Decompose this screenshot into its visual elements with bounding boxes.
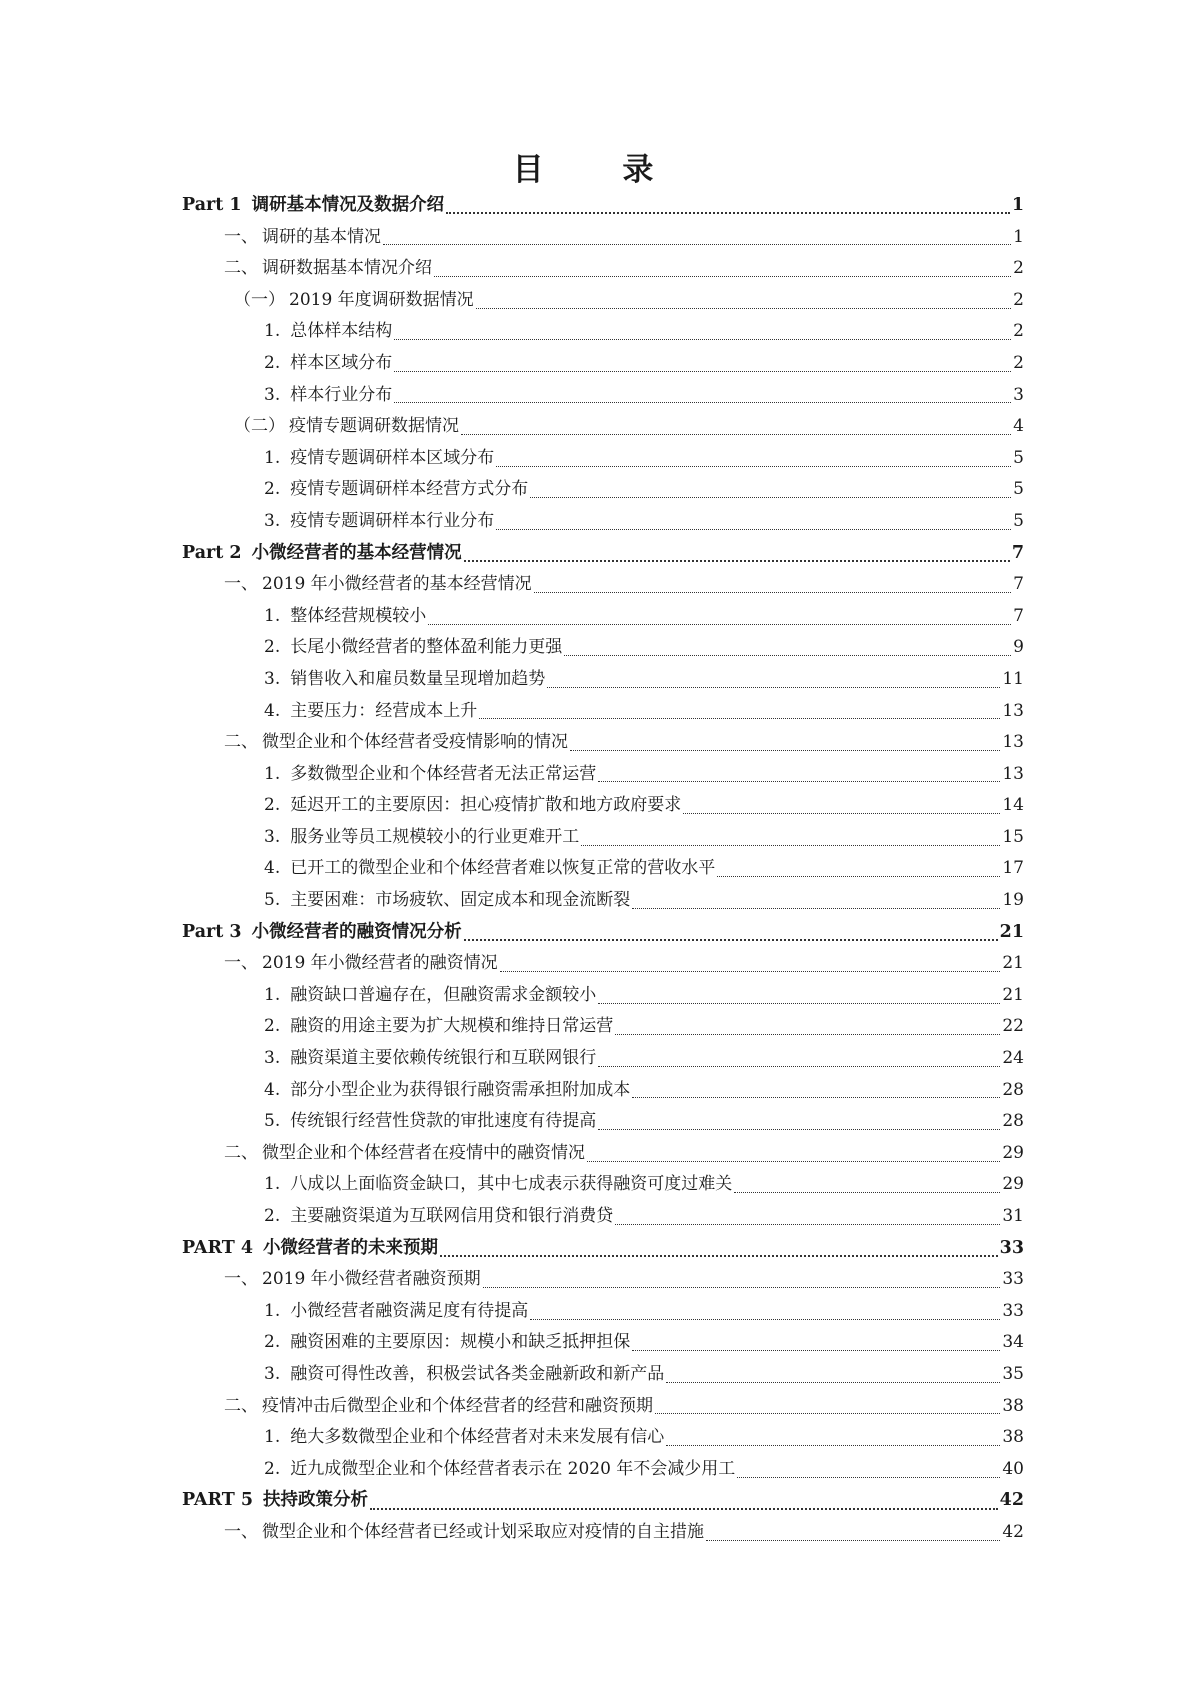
toc-part-entry[interactable] [182,538,1024,570]
toc-entry-title: 销售收入和雇员数量呈现增加趋势 [290,668,546,689]
toc-page-number: 42 [1002,1521,1024,1542]
toc-entry-title: 总体样本结构 [290,321,393,342]
toc-dot-leader [434,275,1011,277]
toc-entry-title: 服务业等员工规模较小的行业更难开工 [290,826,580,847]
toc-entry[interactable] [182,632,1024,664]
toc-entry-number: 2. [264,1458,281,1479]
toc-entry-number: 1. [264,1174,281,1195]
toc-dot-leader [464,938,998,941]
toc-entry-label [264,696,477,728]
toc-entry-number: 2. [264,1206,281,1226]
toc-page-number: 21 [1002,953,1024,974]
toc-dot-leader [737,1476,1000,1478]
toc-entry-label [264,1359,664,1391]
toc-entry-title: 调研基本情况及数据介绍 [251,195,445,215]
toc-page-number: 4 [1013,416,1024,437]
toc-entry-number: 二、 [224,1395,258,1416]
toc-title: 目 录 [512,152,688,188]
toc-entry-number: 4. [264,858,281,879]
toc-entry-label [264,474,528,506]
toc-entry[interactable] [182,316,1024,348]
toc-entry-label [264,380,392,412]
toc-page-number: 13 [1002,700,1024,721]
toc-entry-label [264,443,494,475]
toc-entry-number: 二、 [224,732,258,753]
toc-entry[interactable] [182,285,1024,317]
toc-entry-title: 传统银行经营性贷款的审批速度有待提高 [290,1111,597,1132]
toc-entry[interactable] [182,885,1024,917]
toc-entry-title: 多数微型企业和个体经营者无法正常运营 [290,763,597,784]
toc-entry-label [182,538,462,570]
toc-entry[interactable] [182,443,1024,475]
toc-dot-leader [666,1381,1000,1383]
toc-entry-label [264,1454,735,1486]
toc-entry-title: 调研数据基本情况介绍 [262,258,432,279]
toc-entry-title: 样本区域分布 [290,352,393,373]
toc-entry-label [264,664,545,696]
toc-dot-leader [428,623,1011,625]
toc-dot-leader [500,970,1001,972]
toc-entry-title: 疫情冲击后微型企业和个体经营者的经营和融资预期 [262,1395,653,1416]
toc-entry[interactable] [182,727,1024,759]
toc-entry-label [224,253,432,285]
toc-entry-label [224,1391,653,1423]
toc-entry-title: 近九成微型企业和个体经营者表示在 2020 年不会减少用工 [290,1458,736,1479]
toc-entry-number: 1. [264,605,281,626]
toc-entry[interactable] [182,348,1024,380]
toc-page-number: 3 [1013,384,1024,405]
toc-entry-number: 5. [264,1111,281,1132]
toc-dot-leader [530,496,1011,498]
toc-dot-leader [564,654,1011,656]
toc-entry-label [182,1233,438,1265]
toc-page-number: 7 [1013,605,1024,626]
toc-page-number: 14 [1002,795,1024,816]
toc-entry-title: 小微经营者融资满足度有待提高 [290,1300,529,1321]
toc-entry-label [224,1264,481,1296]
toc-entry[interactable] [182,1043,1024,1075]
toc-entry-number: 1. [264,763,281,784]
toc-entry[interactable] [182,822,1024,854]
toc-entry-label [234,285,474,317]
toc-entry-label [182,190,444,222]
toc-entry-number: 3. [264,826,281,847]
toc-entry-title: 八成以上面临资金缺口，其中七成表示获得融资可度过难关 [290,1174,733,1195]
toc-page-number: 24 [1002,1048,1024,1069]
toc-entry[interactable] [182,790,1024,822]
toc-page-number: 33 [1002,1269,1024,1290]
toc-entry[interactable] [182,253,1024,285]
toc-entry-label [264,759,596,791]
toc-entry-title: 融资的用途主要为扩大规模和维持日常运营 [290,1016,614,1037]
toc-entry-title: 已开工的微型企业和个体经营者难以恢复正常的营收水平 [290,858,716,879]
toc-entry-label [264,1296,528,1328]
toc-entry-number: 1. [264,447,281,468]
toc-entry-number: 一、 [224,574,258,595]
toc-entry-number: 2. [264,1332,281,1353]
toc-entry-number: 2. [264,795,281,816]
toc-entry-number: 2. [264,1016,281,1037]
toc-entry-label [182,917,462,949]
toc-entry-title: 融资困难的主要原因：规模小和缺乏抵押担保 [290,1332,631,1353]
toc-entry-title: 融资可得性改善，积极尝试各类金融新政和新产品 [290,1363,665,1384]
toc-entry-title: 主要压力：经营成本上升 [290,700,478,721]
toc-dot-leader [683,812,1000,814]
toc-entry-label [264,506,494,538]
toc-dot-leader [370,1507,998,1510]
toc-part-entry[interactable] [182,1485,1024,1517]
toc-entry[interactable] [182,948,1024,980]
toc-page-number: 40 [1002,1458,1024,1479]
toc-entry[interactable] [182,1075,1024,1107]
toc-entry-label [264,632,562,664]
toc-entry-number: 3. [264,1048,281,1069]
toc-dot-leader [496,465,1011,467]
toc-dot-leader [615,1223,1000,1225]
toc-entry-number: 一、 [224,226,258,247]
toc-page-number: 29 [1002,1142,1024,1163]
toc-entry-label [264,822,579,854]
toc-entry-title: 2019 年小微经营者的基本经营情况 [262,574,532,595]
toc-entry-label [264,1011,613,1043]
toc-page-number: 38 [1002,1395,1024,1416]
toc-entry[interactable] [182,759,1024,791]
toc-dot-leader [464,559,1010,562]
toc-entry-number: 2. [264,637,281,658]
toc-entry[interactable] [182,1517,1024,1549]
toc-entry[interactable] [182,1359,1024,1391]
toc-dot-leader [598,1128,1000,1130]
toc-page-number: 33 [999,1237,1024,1258]
toc-page-number: 9 [1013,637,1024,658]
toc-entry-number: Part 1 [182,195,242,215]
toc-entry-number: 3. [264,510,281,531]
toc-dot-leader [394,401,1011,403]
toc-page-number: 34 [1002,1332,1024,1353]
toc-dot-leader [598,780,1000,782]
toc-entry-number: 1. [264,1300,281,1321]
toc-page-number: 7 [1013,574,1024,595]
toc-entry-title: 小微经营者的融资情况分析 [251,921,462,942]
toc-entry-number: 4. [264,1079,281,1100]
toc-page-number: 29 [1002,1174,1024,1195]
toc-page-number: 38 [1002,1427,1024,1448]
toc-entry-title: 2019 年度调研数据情况 [289,289,474,310]
toc-entry-number: PART 5 [182,1490,253,1511]
toc-entry-number: 2. [264,352,281,373]
toc-entry-number: 3. [264,668,281,689]
toc-dot-leader [496,528,1011,530]
toc-entry-number: 二、 [224,1142,258,1163]
toc-entry[interactable] [182,1296,1024,1328]
toc-entry[interactable] [182,1264,1024,1296]
toc-entry-number: PART 4 [182,1237,253,1258]
toc-dot-leader [717,875,1000,877]
toc-entry[interactable] [182,601,1024,633]
toc-entry-label [264,1075,630,1107]
toc-entry-label [264,348,392,380]
toc-entry-number: 1. [264,321,281,342]
toc-entry-label [264,790,681,822]
toc-dot-leader [476,307,1012,309]
toc-page-number: 1 [1013,226,1024,247]
toc-dot-leader [632,1096,1000,1098]
toc-entry-label [264,1169,732,1201]
toc-entry-title: 调研的基本情况 [262,226,381,247]
toc-dot-leader [598,1002,1000,1004]
toc-page-number: 13 [1002,732,1024,753]
toc-entry-title: 部分小型企业为获得银行融资需承担附加成本 [290,1079,631,1100]
toc-dot-leader [440,1254,998,1257]
toc-entry[interactable] [182,853,1024,885]
toc-dot-leader [383,243,1011,245]
toc-entry-title: 疫情专题调研样本区域分布 [290,447,495,468]
toc-page-number: 21 [999,921,1024,942]
toc-entry-title: 主要融资渠道为互联网信用贷和银行消费贷 [290,1206,614,1226]
toc-entry-title: 延迟开工的主要原因：担心疫情扩散和地方政府要求 [290,795,682,816]
toc-entry[interactable] [182,1169,1024,1201]
toc-page-number: 42 [999,1490,1024,1511]
toc-entry-number: （二） [234,416,285,437]
toc-entry-number: 一、 [224,1269,258,1290]
toc-entry-number: 二、 [224,258,258,279]
toc-page-number: 5 [1013,479,1024,500]
toc-page-number: 13 [1002,763,1024,784]
toc-dot-leader [570,749,1000,751]
toc-entry[interactable] [182,380,1024,412]
toc-entry-title: 2019 年小微经营者融资预期 [262,1269,481,1290]
toc-dot-leader [581,844,1000,846]
toc-entry-label [264,601,426,633]
toc-entry[interactable] [182,474,1024,506]
toc-entry[interactable] [182,696,1024,728]
toc-dot-leader [534,591,1012,593]
toc-dot-leader [734,1191,1000,1193]
toc-entry-label [224,1517,704,1549]
toc-dot-leader [483,1286,1001,1288]
toc-entry-label [264,853,715,885]
toc-dot-leader [632,907,1000,909]
toc-entry-title: 2019 年小微经营者的融资情况 [262,953,498,974]
toc-entry-label [264,316,392,348]
toc-page-number: 1 [1011,195,1024,215]
toc-page-number: 31 [1002,1206,1024,1226]
toc-entry-number: 2. [264,479,281,500]
toc-entry[interactable] [182,1138,1024,1170]
toc-part-entry[interactable] [182,917,1024,949]
toc-page-number: 2 [1013,352,1024,373]
toc-page-number: 7 [1011,542,1024,563]
toc-dot-leader [655,1412,1000,1414]
toc-entry-title: 疫情专题调研数据情况 [289,416,459,437]
toc-page-number: 2 [1013,258,1024,279]
toc-entry-title: 疫情专题调研样本行业分布 [290,510,495,531]
toc-page-number: 15 [1002,826,1024,847]
toc-page-number: 17 [1002,858,1024,879]
toc-entry-label [224,727,568,759]
toc-dot-leader [632,1349,1000,1351]
toc-entry[interactable] [182,1106,1024,1138]
toc-entry[interactable] [182,1454,1024,1486]
toc-dot-leader [394,338,1011,340]
toc-part-entry[interactable] [182,1233,1024,1265]
toc-entry-number: 3. [264,1363,281,1384]
toc-dot-leader [530,1318,1000,1320]
toc-dot-leader [666,1444,1000,1446]
toc-dot-leader [598,1065,1000,1067]
toc-page-number: 2 [1013,321,1024,342]
toc-entry[interactable] [182,1422,1024,1454]
toc-entry-label [264,1043,596,1075]
toc-entry-title: 长尾小微经营者的整体盈利能力更强 [290,637,563,658]
toc-entry-label [224,569,532,601]
toc-entry[interactable] [182,222,1024,254]
toc-entry-number: 一、 [224,1521,258,1542]
toc-page-number: 19 [1002,890,1024,911]
toc-part-entry[interactable] [182,190,1024,222]
toc-entry-title: 样本行业分布 [290,384,393,405]
toc-entry-label [264,1201,613,1233]
toc-page-number: 21 [1002,984,1024,1005]
toc-entry-title: 微型企业和个体经营者受疫情影响的情况 [262,732,568,753]
toc-entry-title: 小微经营者的未来预期 [263,1237,438,1258]
toc-entry-number: 一、 [224,953,258,974]
toc-entry-title: 融资渠道主要依赖传统银行和互联网银行 [290,1048,597,1069]
toc-page-number: 11 [1002,668,1024,689]
toc-entry-title: 疫情专题调研样本经营方式分布 [290,479,529,500]
toc-entry-label [264,1422,664,1454]
toc-page-number: 28 [1002,1079,1024,1100]
toc-dot-leader [461,433,1011,435]
toc-page-number: 22 [1002,1016,1024,1037]
toc-list [182,190,1024,1549]
toc-entry[interactable] [182,1327,1024,1359]
toc-entry-label [224,1138,585,1170]
toc-entry[interactable] [182,569,1024,601]
toc-page-number: 5 [1013,510,1024,531]
toc-entry[interactable] [182,1391,1024,1423]
toc-dot-leader [479,717,1000,719]
toc-entry-number: 3. [264,384,281,405]
toc-dot-leader [394,370,1011,372]
toc-entry-number: 5. [264,890,281,911]
toc-entry-title: 融资缺口普遍存在，但融资需求金额较小 [290,984,597,1005]
toc-dot-leader [547,686,1000,688]
toc-entry-title: 微型企业和个体经营者已经或计划采取应对疫情的自主措施 [262,1521,704,1542]
toc-entry[interactable] [182,506,1024,538]
toc-entry[interactable] [182,664,1024,696]
toc-entry-number: （一） [234,289,285,310]
toc-entry-label [264,980,596,1012]
toc-dot-leader [587,1160,1000,1162]
toc-entry[interactable] [182,1201,1024,1233]
toc-entry-number: 4. [264,700,281,721]
toc-page-number: 33 [1002,1300,1024,1321]
toc-entry[interactable] [182,411,1024,443]
toc-entry-number: 1. [264,1427,281,1448]
toc-entry-number: Part 3 [182,921,242,942]
toc-entry[interactable] [182,1011,1024,1043]
toc-entry-title: 小微经营者的基本经营情况 [251,542,462,563]
toc-page-number: 28 [1002,1111,1024,1132]
toc-page-number: 35 [1002,1363,1024,1384]
toc-entry-label [224,948,498,980]
toc-entry-label [264,1327,630,1359]
toc-dot-leader [446,211,1010,214]
toc-entry-label [182,1485,368,1517]
toc-dot-leader [706,1539,1000,1541]
toc-entry-label [264,885,630,917]
toc-entry-title: 主要困难：市场疲软、固定成本和现金流断裂 [290,890,631,911]
toc-entry-number: Part 2 [182,542,242,563]
toc-entry-number: 1. [264,984,281,1005]
toc-entry-label [224,222,381,254]
toc-page-number: 2 [1013,289,1024,310]
toc-entry-title: 扶持政策分析 [263,1490,368,1511]
toc-entry-title: 微型企业和个体经营者在疫情中的融资情况 [262,1142,585,1163]
toc-entry[interactable] [182,980,1024,1012]
toc-entry-title: 整体经营规模较小 [290,605,427,626]
toc-entry-label [264,1106,596,1138]
toc-page-number: 5 [1013,447,1024,468]
toc-dot-leader [615,1033,1000,1035]
toc-entry-label [234,411,459,443]
toc-entry-title: 绝大多数微型企业和个体经营者对未来发展有信心 [290,1427,665,1448]
